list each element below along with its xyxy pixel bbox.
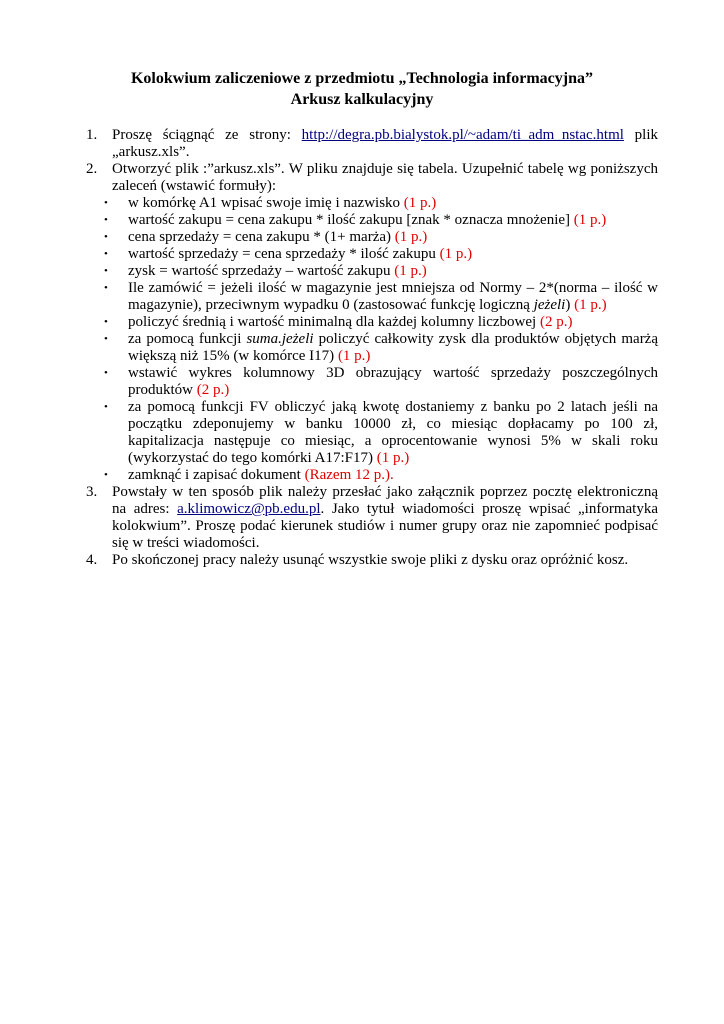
item-text: Powstały w ten sposób plik należy przesłać jako załącznik poprzez pocztę elektroniczną na adres: [112, 484, 658, 517]
item-text-suffix: plik „arkusz.xls”. [112, 127, 659, 160]
function-name: jeżeli [533, 297, 566, 313]
instruction-item-3 [86, 484, 658, 552]
list-item: • wartość zakupu = cena zakupu * ilość zakupu [znak * oznacza mnożenie] (1 p.) [104, 212, 607, 228]
instruction-item-2 [86, 161, 658, 195]
points-label: (1 p.) [337, 348, 371, 364]
item-text-suffix: . Jako tytuł wiadomości proszę wpisać „informatyka kolokwium”. Proszę podać kierunek studiów i numer grupy oraz nie zapomnieć podpisać się w treści wiadomości. [112, 501, 658, 551]
function-name: suma.jeżeli [246, 331, 314, 347]
bullet-icon: • [104, 401, 108, 413]
bullet-icon: • [104, 265, 108, 277]
bullet-icon: • [104, 469, 108, 481]
item-number: 3. [86, 484, 98, 500]
list-item: • w komórkę A1 wpisać swoje imię i nazwisko (1 p.) [104, 195, 437, 211]
list-item: • zysk = wartość sprzedaży – wartość zakupu (1 p.) [104, 263, 427, 279]
list-item: • za pomocą funkcji FV obliczyć jaką kwotę dostaniemy z banku po 2 latach jeśli na początku zdeponujemy w banku 10000 zł, co miesiąc dopłacamy po 100 zł, kapitalizacja następuje co miesiąc, a oprocentowanie wynosi 5% w skali roku (wykorzystać do tego komórki A17:F17) (1 p.) [104, 399, 658, 466]
points-label: (1 p.) [574, 297, 607, 313]
instruction-item-4 [86, 552, 658, 569]
bullet-icon: • [104, 333, 108, 345]
list-item: • za pomocą funkcji suma.jeżeli policzyć całkowity zysk dla produktów objętych marżą większą niż 15% (w komórce I17) (1 p.) [104, 331, 659, 364]
document-title: Kolokwium zaliczeniowe z przedmiotu „Technologia informacyjna” [130, 70, 594, 87]
list-item: • Ile zamówić = jeżeli ilość w magazynie jest mniejsza od Normy – 2*(norma – ilość w magazynie), przeciwnym wypadku 0 (zastosować funkcję logiczną jeżeli) (1 p.) [104, 280, 658, 313]
bullet-icon: • [104, 231, 108, 243]
list-item: • wartość sprzedaży = cena sprzedaży * ilość zakupu (1 p.) [104, 246, 473, 262]
points-label: (1 p.) [439, 246, 473, 262]
list-item: • policzyć średnią i wartość minimalną dla każdej kolumny liczbowej (2 p.) [104, 314, 573, 330]
item-number: 4. [86, 552, 98, 568]
list-item: • cena sprzedaży = cena zakupu * (1+ marża) (1 p.) [104, 229, 428, 245]
item-text: Otworzyć plik :”arkusz.xls”. W pliku znajduje się tabela. Uzupełnić tabelę wg poniższych zaleceń (wstawić formuły): [112, 161, 658, 194]
points-label: (1 p.) [573, 212, 607, 228]
item-text: Po skończonej pracy należy usunąć wszystkie swoje pliki z dysku oraz opróżnić kosz. [112, 552, 629, 568]
points-label: (1 p.) [403, 195, 437, 211]
sub-task-list [86, 195, 658, 484]
points-label: (1 p.) [376, 450, 410, 466]
points-label: (2 p.) [196, 382, 230, 398]
bullet-icon: • [104, 248, 108, 260]
instruction-item-1 [86, 127, 658, 161]
points-label: (Razem 12 p.). [304, 467, 394, 483]
points-label: (2 p.) [539, 314, 573, 330]
item-number: 2. [86, 161, 98, 177]
bullet-icon: • [104, 197, 108, 209]
document-subtitle: Arkusz kalkulacyjny [290, 91, 434, 108]
list-item: • zamknąć i zapisać dokument (Razem 12 p.). [104, 467, 394, 483]
bullet-icon: • [104, 367, 108, 379]
bullet-icon: • [104, 282, 108, 294]
bullet-icon: • [104, 316, 108, 328]
list-item: • wstawić wykres kolumnowy 3D obrazujący wartość sprzedaży poszczególnych produktów (2 p.) [104, 365, 658, 398]
points-label: (1 p.) [394, 229, 428, 245]
email-link[interactable]: a.klimowicz@pb.edu.pl [177, 501, 321, 517]
download-link[interactable]: http://degra.pb.bialystok.pl/~adam/ti_adm_nstac.html [301, 127, 624, 143]
points-label: (1 p.) [394, 263, 427, 279]
item-number: 1. [86, 127, 98, 143]
item-text: Proszę ściągnąć ze strony: [112, 127, 302, 143]
instructions-list [86, 127, 658, 569]
bullet-icon: • [104, 214, 108, 226]
